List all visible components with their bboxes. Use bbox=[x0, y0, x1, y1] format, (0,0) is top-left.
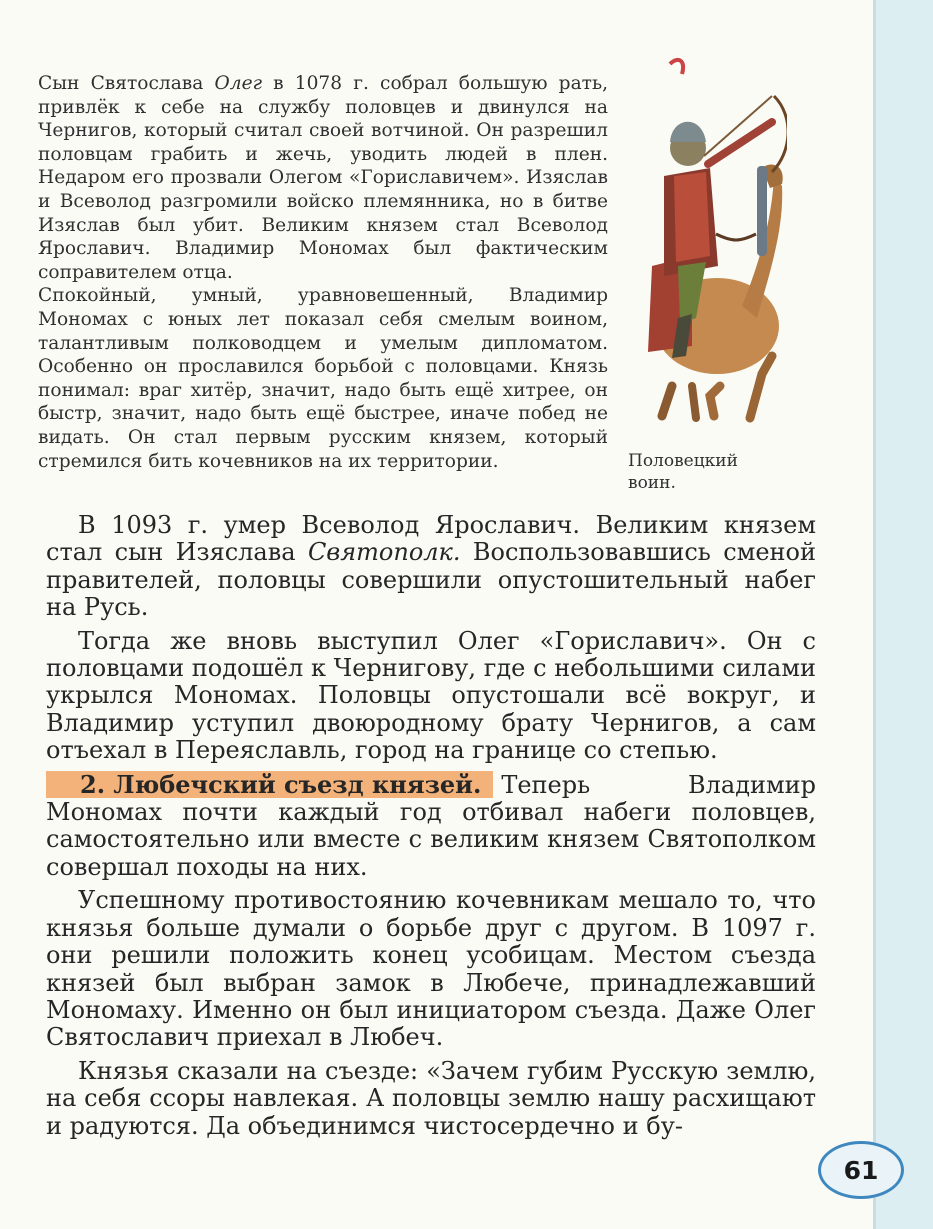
main-paragraph-3 bbox=[46, 771, 816, 882]
page-margin-strip bbox=[876, 0, 933, 1229]
main-paragraph-1 bbox=[46, 512, 816, 622]
sidebar-text: в 1078 г. собрал большую рать, привлёк к себе на службу половцев и двинулся на Чернигов, который считал своей вотчиной. Он разрешил половцам грабить и жечь, уводить людей в плен. Недаром его прозвали Олегом «Гориславичем». Изяслав и Всеволод разгромили войско племянника, но в битве Изяслав был убит. Великим князем стал Всеволод Ярославич. Владимир Мономах был фактическим соправителем отца. bbox=[38, 73, 608, 283]
main-text: Теперь Владимир Мономах почти каждый год отбивал набеги половцев, самостоятельно или вместе с великим князем Святополком совершал походы на них. bbox=[46, 770, 816, 881]
main-text: Воспользовавшись сменой правителей, половцы совершили опустошительный набег на Русь. bbox=[46, 538, 816, 622]
main-paragraph-2: Тогда же вновь выступил Олег «Гориславич». Он с половцами подошёл к Чернигову, где с небольшими силами укрылся Мономах. Половцы опустошали всё вокруг, и Владимир уступил двоюродному брату Чернигов, а сам отъехал в Переяславль, город на границе со степью. bbox=[46, 626, 816, 765]
sidebar-paragraph-1 bbox=[38, 72, 608, 284]
section-heading: 2. Любечский съезд князей. bbox=[46, 771, 493, 798]
illustration-caption: Половецкий воин. bbox=[628, 451, 738, 493]
sidebar-name-oleg: Олег bbox=[214, 73, 262, 94]
sidebar-paragraph-2: Спокойный, умный, уравновешенный, Владимир Мономах с юных лет показал себя смелым воином, талантливым полководцем и умелым дипломатом. Особенно он прославился борьбой с половцами. Князь понимал: враг хитёр, значит, надо быть ещё хитрее, он быстр, значит, надо быть ещё быстрее, иначе побед не видать. Он стал первым русским князем, который стремился бить кочевников на их территории. bbox=[38, 285, 608, 472]
page-number-badge: 61 bbox=[818, 1141, 904, 1199]
main-text-block bbox=[46, 512, 816, 1140]
main-text: В 1093 г. умер Всеволод Ярославич. Великим князем стал сын Изяслава bbox=[46, 511, 816, 567]
sidebar-text-block bbox=[38, 72, 608, 473]
main-paragraph-4: Успешному противостоянию кочевникам мешало то, что князья больше думали о борьбе друг с другом. В 1097 г. они решили положить конец усобицам. Местом съезда князей был выбран замок в Любече, принадлежавший Мономаху. Именно он был инициатором съезда. Даже Олег Святославич приехал в Любеч. bbox=[46, 886, 816, 1052]
polovtsian-warrior-illustration bbox=[622, 56, 787, 426]
main-name-svyatopolk: Святополк. bbox=[307, 538, 461, 567]
main-paragraph-5: Князья сказали на съезде: «Зачем губим Русскую землю, на себя ссоры навлекая. А половцы землю нашу расхищают и радуются. Да объединимся чистосердечно и бу- bbox=[46, 1056, 816, 1140]
sidebar-text: Сын Святослава bbox=[38, 73, 215, 94]
